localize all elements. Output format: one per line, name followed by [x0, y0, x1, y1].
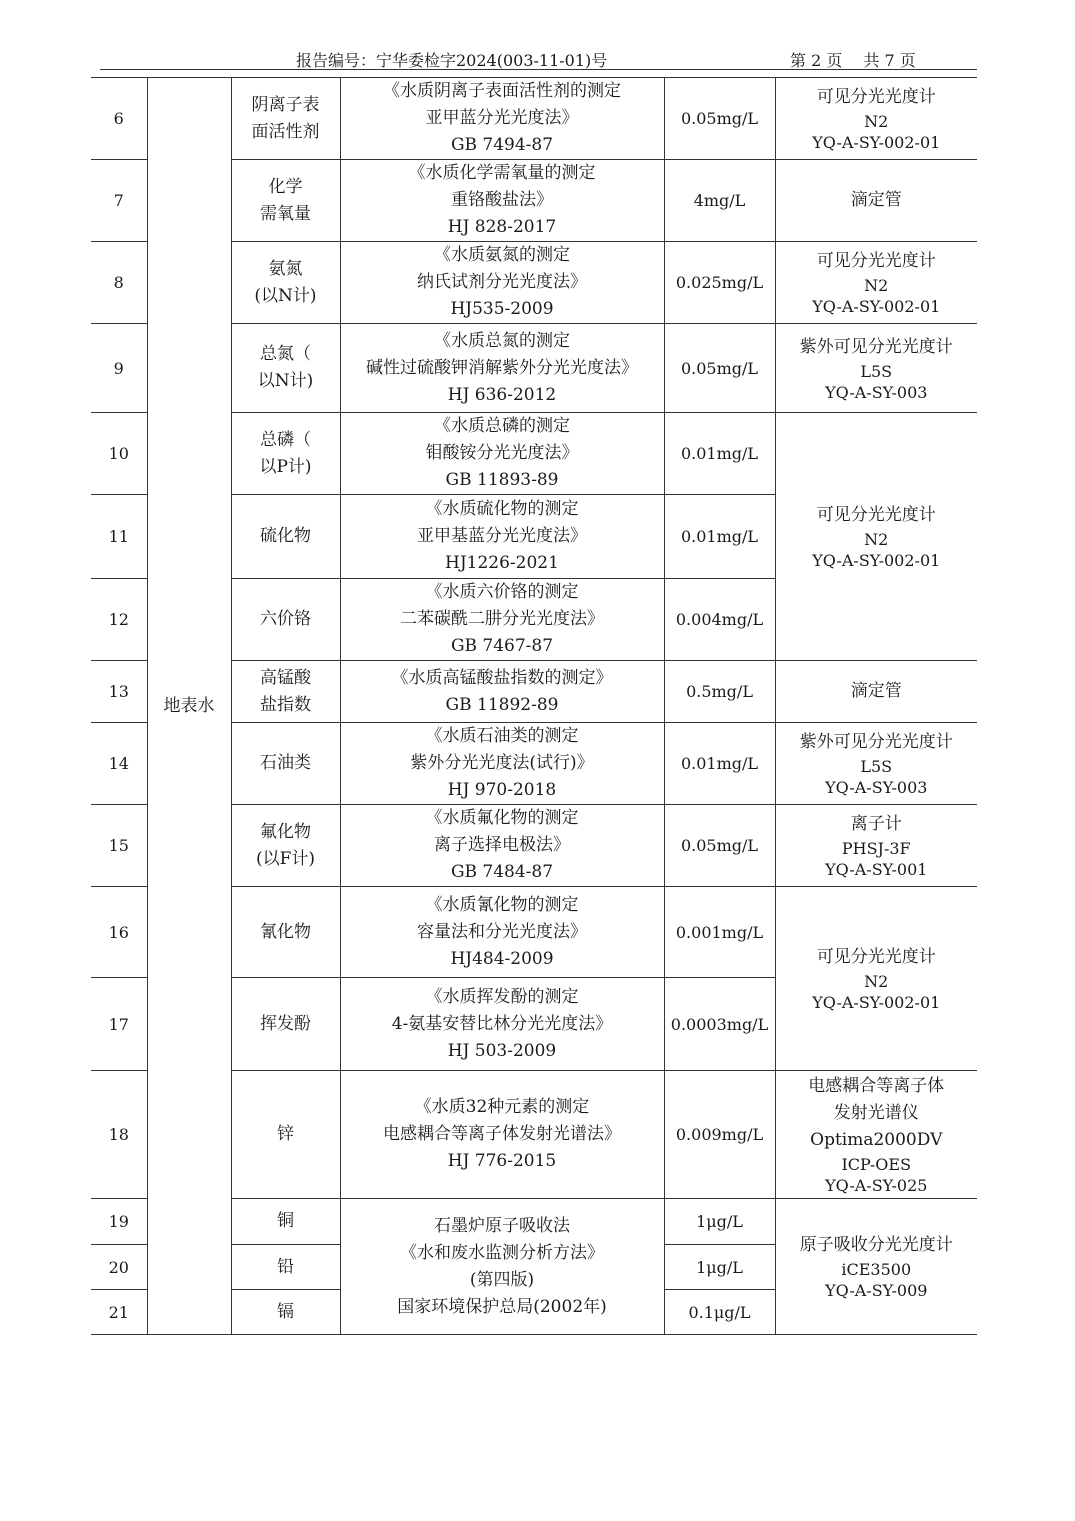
limit-cell: 1μg/L	[664, 1199, 775, 1245]
standard-cell: 《水质石油类的测定 紫外分光光度法(试行)》 HJ 970-2018	[340, 723, 664, 805]
row-number: 18	[91, 1071, 147, 1199]
instrument-cell: 滴定管	[775, 661, 977, 723]
limit-cell: 1μg/L	[664, 1245, 775, 1290]
instrument-cell: 离子计 PHSJ-3F YQ-A-SY-001	[775, 805, 977, 887]
row-number: 8	[91, 242, 147, 324]
row-number: 20	[91, 1245, 147, 1290]
standard-cell: 《水质挥发酚的测定 4-氨基安替比林分光光度法》 HJ 503-2009	[340, 978, 664, 1071]
item-cell: 氰化物	[231, 887, 340, 978]
limit-cell: 0.05mg/L	[664, 78, 775, 160]
page-header	[100, 48, 977, 68]
standard-cell: 《水质32种元素的测定 电感耦合等离子体发射光谱法》 HJ 776-2015	[340, 1071, 664, 1199]
report-number: 报告编号：宁华委检字2024(003-11-01)号	[296, 51, 608, 70]
item-cell: 总氮（ 以N计)	[231, 324, 340, 413]
instrument-cell: 原子吸收分光光度计 iCE3500 YQ-A-SY-009	[775, 1199, 977, 1335]
item-cell: 挥发酚	[231, 978, 340, 1071]
limit-cell: 0.01mg/L	[664, 723, 775, 805]
instrument-cell: 可见分光光度计 N2 YQ-A-SY-002-01	[775, 242, 977, 324]
item-cell: 氨氮 (以N计)	[231, 242, 340, 324]
standard-cell: 《水质高锰酸盐指数的测定》 GB 11892-89	[340, 661, 664, 723]
row-number: 17	[91, 978, 147, 1071]
item-cell: 铅	[231, 1245, 340, 1290]
instrument-cell: 可见分光光度计 N2 YQ-A-SY-002-01	[775, 78, 977, 160]
limit-cell: 4mg/L	[664, 160, 775, 242]
category-cell	[147, 78, 231, 1335]
item-cell: 镉	[231, 1290, 340, 1335]
limit-cell: 0.05mg/L	[664, 805, 775, 887]
row-number: 15	[91, 805, 147, 887]
table-row	[91, 78, 977, 160]
instrument-cell: 滴定管	[775, 160, 977, 242]
row-number: 11	[91, 495, 147, 579]
limit-cell: 0.009mg/L	[664, 1071, 775, 1199]
item-cell: 高锰酸 盐指数	[231, 661, 340, 723]
limit-cell: 0.01mg/L	[664, 413, 775, 495]
limit-cell: 0.004mg/L	[664, 579, 775, 661]
row-number: 9	[91, 324, 147, 413]
row-number: 6	[91, 78, 147, 160]
row-number: 21	[91, 1290, 147, 1335]
standard-cell: 石墨炉原子吸收法 《水和废水监测分析方法》 (第四版) 国家环境保护总局(2002年)	[340, 1199, 664, 1335]
standard-cell: 《水质氰化物的测定 容量法和分光光度法》 HJ484-2009	[340, 887, 664, 978]
instrument-cell: 电感耦合等离子体 发射光谱仪 Optima2000DV ICP-OES YQ-A-SY-025	[775, 1071, 977, 1199]
item-cell: 硫化物	[231, 495, 340, 579]
limit-cell: 0.5mg/L	[664, 661, 775, 723]
item-cell: 铜	[231, 1199, 340, 1245]
standard-cell: 《水质氨氮的测定 纳氏试剂分光光度法》 HJ535-2009	[340, 242, 664, 324]
header-rule	[100, 69, 977, 70]
limit-cell: 0.0003mg/L	[664, 978, 775, 1071]
item-cell: 化学 需氧量	[231, 160, 340, 242]
standard-cell: 《水质氟化物的测定 离子选择电极法》 GB 7484-87	[340, 805, 664, 887]
row-number: 12	[91, 579, 147, 661]
row-number: 14	[91, 723, 147, 805]
instrument-cell: 紫外可见分光光度计 L5S YQ-A-SY-003	[775, 324, 977, 413]
standard-cell: 《水质硫化物的测定 亚甲基蓝分光光度法》 HJ1226-2021	[340, 495, 664, 579]
test-method-table	[91, 77, 977, 1335]
limit-cell: 0.05mg/L	[664, 324, 775, 413]
category-label: 地表水	[163, 695, 215, 716]
limit-cell: 0.001mg/L	[664, 887, 775, 978]
limit-cell: 0.025mg/L	[664, 242, 775, 324]
item-cell: 六价铬	[231, 579, 340, 661]
instrument-cell: 紫外可见分光光度计 L5S YQ-A-SY-003	[775, 723, 977, 805]
row-number: 10	[91, 413, 147, 495]
item-cell: 锌	[231, 1071, 340, 1199]
item-cell: 总磷（ 以P计)	[231, 413, 340, 495]
standard-cell: 《水质总氮的测定 碱性过硫酸钾消解紫外分光光度法》 HJ 636-2012	[340, 324, 664, 413]
limit-cell: 0.01mg/L	[664, 495, 775, 579]
standard-cell: 《水质总磷的测定 钼酸铵分光光度法》 GB 11893-89	[340, 413, 664, 495]
row-number: 7	[91, 160, 147, 242]
row-number: 13	[91, 661, 147, 723]
standard-cell: 《水质化学需氧量的测定 重铬酸盐法》 HJ 828-2017	[340, 160, 664, 242]
row-number: 19	[91, 1199, 147, 1245]
item-cell: 阴离子表 面活性剂	[231, 78, 340, 160]
standard-cell: 《水质阴离子表面活性剂的测定 亚甲蓝分光光度法》 GB 7494-87	[340, 78, 664, 160]
standard-cell: 《水质六价铬的测定 二苯碳酰二肼分光光度法》 GB 7467-87	[340, 579, 664, 661]
page-info: 第 2 页 共 7 页	[790, 51, 916, 70]
item-cell: 氟化物 (以F计)	[231, 805, 340, 887]
instrument-cell: 可见分光光度计 N2 YQ-A-SY-002-01	[775, 887, 977, 1071]
item-cell: 石油类	[231, 723, 340, 805]
row-number: 16	[91, 887, 147, 978]
instrument-cell: 可见分光光度计 N2 YQ-A-SY-002-01	[775, 413, 977, 661]
limit-cell: 0.1μg/L	[664, 1290, 775, 1335]
